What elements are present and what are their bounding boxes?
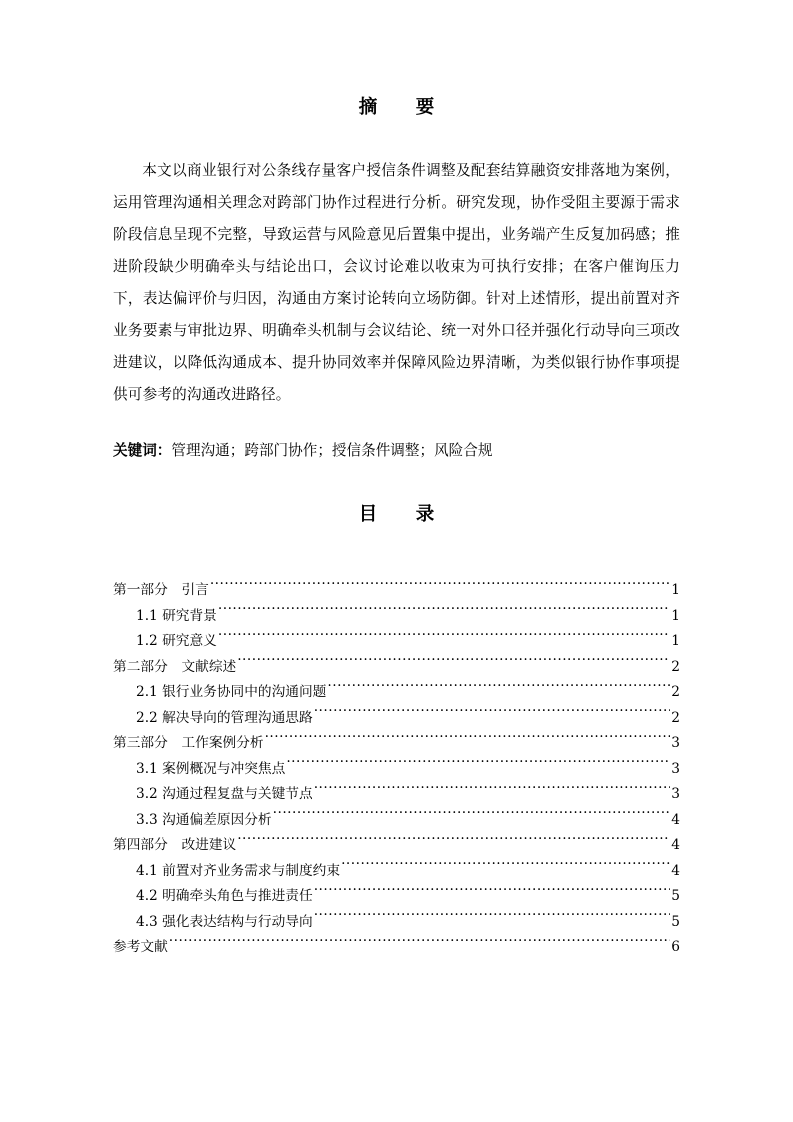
toc-entry-page: 1	[671, 607, 680, 624]
toc-entry[interactable]	[113, 808, 680, 834]
toc-entry[interactable]	[113, 910, 680, 936]
toc-entry-page: 2	[671, 658, 680, 675]
toc-entry-page: 3	[671, 735, 680, 752]
toc-entry[interactable]	[113, 731, 680, 757]
toc-leader-dots	[341, 861, 670, 875]
toc-entry-label: 3.3 沟通偏差原因分析	[136, 811, 272, 828]
toc-entry-label: 第三部分 工作案例分析	[113, 735, 264, 752]
toc-leader-dots	[314, 785, 671, 799]
toc-entry-page: 4	[671, 811, 680, 828]
toc-leader-dots	[237, 836, 670, 850]
toc-leader-dots	[265, 734, 671, 748]
toc-entry-label: 1.2 研究意义	[136, 633, 217, 650]
toc-entry-label: 第二部分 文献综述	[113, 658, 237, 675]
toc-entry[interactable]	[113, 859, 680, 885]
toc-entry[interactable]	[113, 629, 680, 655]
toc-leader-dots	[286, 759, 670, 773]
keywords-label: 关键词：	[113, 442, 172, 460]
toc-entry-label: 第一部分 引言	[113, 582, 209, 599]
toc-entry-page: 5	[671, 913, 680, 930]
toc-entry-label: 2.2 解决导向的管理沟通思路	[136, 709, 313, 726]
toc-entry-label: 4.2 明确牵头角色与推进责任	[136, 888, 313, 905]
toc-entry-page: 5	[671, 888, 680, 905]
toc-entry[interactable]	[113, 757, 680, 783]
toc-entry-label: 3.2 沟通过程复盘与关键节点	[136, 786, 313, 803]
toc-entry-label: 参考文献	[113, 939, 168, 956]
toc-entry[interactable]	[113, 884, 680, 910]
toc-entry-label: 3.1 案例概况与冲突焦点	[136, 760, 286, 777]
toc-leader-dots	[314, 708, 671, 722]
keywords-value: 管理沟通；跨部门协作；授信条件调整；风险合规	[171, 442, 493, 460]
toc-leader-dots	[169, 938, 671, 952]
toc-entry-page: 3	[671, 760, 680, 777]
toc-leader-dots	[327, 683, 670, 697]
toc-entry-label: 第四部分 改进建议	[113, 837, 237, 854]
toc-entry-label: 1.1 研究背景	[136, 607, 217, 624]
toc-leader-dots	[218, 606, 670, 620]
toc-entry-page: 2	[671, 684, 680, 701]
toc-entry[interactable]	[113, 655, 680, 681]
toc-leader-dots	[314, 912, 671, 926]
toc-entry-label: 4.3 强化表达结构与行动导向	[136, 913, 313, 930]
toc-entry[interactable]	[113, 604, 680, 630]
toc-entry-page: 1	[671, 633, 680, 650]
toc-entry-page: 6	[671, 939, 680, 956]
toc-entry[interactable]	[113, 706, 680, 732]
toc-entry-label: 2.1 银行业务协同中的沟通问题	[136, 684, 327, 701]
abstract-heading: 摘 要	[358, 97, 445, 118]
toc-entry-label: 4.1 前置对齐业务需求与制度约束	[136, 862, 341, 879]
toc-entry[interactable]	[113, 680, 680, 706]
toc-entry-page: 3	[671, 786, 680, 803]
toc-leader-dots	[273, 810, 671, 824]
table-of-contents	[113, 578, 680, 961]
keywords-line	[113, 437, 680, 465]
toc-entry[interactable]	[113, 935, 680, 961]
toc-entry-page: 1	[671, 582, 680, 599]
toc-leader-dots	[314, 887, 671, 901]
toc-entry[interactable]	[113, 782, 680, 808]
abstract-body-text: 本文以商业银行对公条线存量客户授信条件调整及配套结算融资安排落地为案例，运用管理沟通相关理念对跨部门协作过程进行分析。研究发现，协作受阻主要源于需求阶段信息呈现不完整，导致运营与风险意见后置集中提出，业务端产生反复加码感；推进阶段缺少明确牵头与结论出口，会议讨论难以收束为可执行安排；在客户催询压力下，表达偏评价与归因，沟通由方案讨论转向立场防御。针对上述情形，提出前置对齐业务要素与审批边界、明确牵头机制与会议结论、统一对外口径并强化行动导向三项改进建议，以降低沟通成本、提升协同效率并保障风险边界清晰，为类似银行协作事项提供可参考的沟通改进路径。	[113, 162, 680, 404]
toc-entry-page: 4	[671, 837, 680, 854]
toc-entry-page: 2	[671, 709, 680, 726]
toc-entry[interactable]	[113, 578, 680, 604]
toc-leader-dots	[237, 657, 670, 671]
toc-entry-page: 4	[671, 862, 680, 879]
toc-entry[interactable]	[113, 833, 680, 859]
toc-leader-dots	[218, 632, 670, 646]
toc-leader-dots	[210, 581, 670, 595]
toc-heading: 目 录	[358, 504, 445, 526]
